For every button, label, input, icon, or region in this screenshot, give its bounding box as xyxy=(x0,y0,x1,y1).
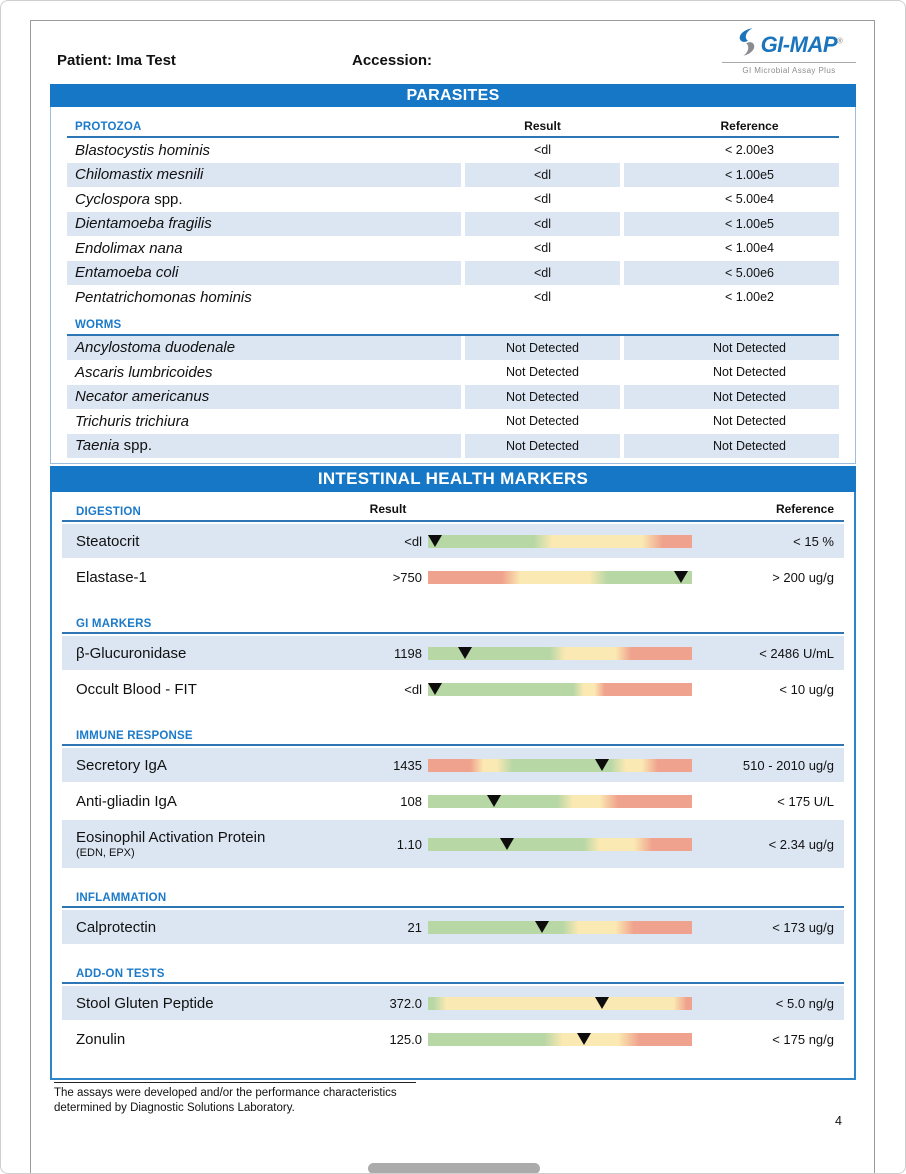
result-marker-icon xyxy=(458,647,472,659)
worms-table xyxy=(67,336,839,459)
marker-section xyxy=(62,614,844,706)
organism-name-suffix: spp. xyxy=(119,437,153,455)
marker-reference-value: < 173 ug/g xyxy=(772,919,834,935)
accession-label: Accession: xyxy=(352,52,433,69)
marker-name-text: Elastase-1 xyxy=(76,568,147,586)
section-label: IMMUNE RESPONSE xyxy=(76,730,193,742)
result-marker-icon xyxy=(428,683,442,695)
intestinal-health-panel xyxy=(50,466,856,1080)
scrollbar-thumb[interactable] xyxy=(368,1163,540,1174)
marker-name-text: β-Glucuronidase xyxy=(76,644,187,662)
marker-name-text: Stool Gluten Peptide xyxy=(76,994,214,1012)
table-row xyxy=(67,163,839,188)
reference-value: Not Detected xyxy=(713,365,786,380)
marker-row xyxy=(62,636,844,670)
organism-name-cell xyxy=(67,409,461,434)
marker-name xyxy=(62,793,362,810)
reference-value: < 1.00e4 xyxy=(724,241,774,256)
organism-name: Ancylostoma duodenale xyxy=(75,339,236,357)
organism-name: Endolimax nana xyxy=(75,239,183,257)
result-value: <dl xyxy=(533,192,552,207)
result-column-header: Result xyxy=(524,119,561,133)
result-value: <dl xyxy=(465,212,620,237)
marker-result-value: <dl xyxy=(404,681,422,697)
result-value: Not Detected xyxy=(465,434,620,459)
result-value: Not Detected xyxy=(506,414,579,429)
marker-result-value: 372.0 xyxy=(389,995,422,1011)
disclaimer-text xyxy=(54,1082,416,1116)
section-header xyxy=(62,726,844,746)
organism-name-cell xyxy=(67,434,461,459)
range-bar-container xyxy=(422,535,698,548)
parasites-panel xyxy=(50,84,856,464)
result-marker-icon xyxy=(595,997,609,1009)
marker-name xyxy=(62,533,362,550)
marker-result-value: 1435 xyxy=(393,757,422,773)
marker-reference-value: > 200 ug/g xyxy=(772,569,834,585)
organism-name: Ascaris lumbricoides xyxy=(75,363,213,381)
organism-name-cell xyxy=(67,187,461,212)
organism-name: Necator americanus xyxy=(75,388,210,406)
marker-reference-value: < 5.0 ng/g xyxy=(775,995,834,1011)
range-bar-container xyxy=(422,647,698,660)
marker-row xyxy=(62,748,844,782)
marker-row xyxy=(62,910,844,944)
protozoa-header-row xyxy=(67,119,839,138)
organism-name-suffix: spp. xyxy=(150,190,183,208)
range-bar-container xyxy=(422,571,698,584)
marker-name xyxy=(62,645,362,662)
marker-reference-value: < 175 ng/g xyxy=(772,1031,834,1047)
marker-name xyxy=(62,1031,362,1048)
table-row xyxy=(67,212,839,237)
protozoa-section-label: PROTOZOA xyxy=(75,121,142,133)
marker-section xyxy=(62,888,844,944)
marker-name xyxy=(62,919,362,936)
table-row xyxy=(67,138,839,163)
range-bar-container xyxy=(422,683,698,696)
section-label: GI MARKERS xyxy=(76,618,152,630)
reference-value: Not Detected xyxy=(624,385,839,410)
table-row xyxy=(67,360,839,385)
result-marker-icon xyxy=(535,921,549,933)
organism-name: Trichuris trichiura xyxy=(75,412,189,430)
marker-result-value: 108 xyxy=(400,793,422,809)
range-bar xyxy=(428,997,692,1010)
organism-name: Entamoeba coli xyxy=(75,264,179,282)
marker-name-text: Secretory IgA xyxy=(76,756,167,774)
reference-value: Not Detected xyxy=(713,414,786,429)
reference-value: < 1.00e5 xyxy=(624,212,839,237)
marker-name-text: Steatocrit xyxy=(76,532,140,550)
organism-name-cell xyxy=(67,212,461,237)
marker-name xyxy=(62,829,362,859)
marker-result-value: <dl xyxy=(404,533,422,549)
disclaimer-line-2: determined by Diagnostic Solutions Laboratory. xyxy=(54,1102,295,1115)
intestinal-sections xyxy=(52,492,854,1056)
range-bar-container xyxy=(422,759,698,772)
marker-name xyxy=(62,995,362,1012)
table-row xyxy=(67,385,839,410)
gimap-logo xyxy=(720,28,858,75)
range-bar-container xyxy=(422,795,698,808)
range-bar-container xyxy=(422,921,698,934)
worms-section-label: WORMS xyxy=(75,318,122,331)
organism-name-cell xyxy=(67,285,461,310)
marker-section xyxy=(62,726,844,868)
organism-name-cell xyxy=(67,163,461,188)
marker-name-text: Zonulin xyxy=(76,1030,126,1048)
result-marker-icon xyxy=(428,535,442,547)
marker-row xyxy=(62,986,844,1020)
organism-name-cell xyxy=(67,236,461,261)
organism-name: Cyclospora xyxy=(75,190,151,208)
range-bar-container xyxy=(422,1033,698,1046)
intestinal-health-banner: INTESTINAL HEALTH MARKERS xyxy=(50,466,856,492)
range-bar xyxy=(428,838,692,851)
section-label: INFLAMMATION xyxy=(76,892,167,904)
result-value: <dl xyxy=(533,241,552,256)
marker-reference-value: < 175 U/L xyxy=(777,793,834,809)
marker-row xyxy=(62,784,844,818)
result-marker-icon xyxy=(487,795,501,807)
section-header xyxy=(62,502,844,522)
section-header xyxy=(62,888,844,908)
result-value: <dl xyxy=(533,290,552,305)
section-header xyxy=(62,964,844,984)
reference-value: < 5.00e6 xyxy=(624,261,839,286)
marker-result-value: >750 xyxy=(392,569,422,585)
range-bar xyxy=(428,535,692,548)
marker-name-text: Eosinophil Activation Protein xyxy=(76,829,266,846)
marker-result-value: 1.10 xyxy=(396,836,422,852)
marker-row xyxy=(62,1022,844,1056)
marker-reference-value: < 2486 U/mL xyxy=(759,645,834,661)
organism-name: Dientamoeba fragilis xyxy=(75,215,212,233)
reference-value: Not Detected xyxy=(624,434,839,459)
range-bar xyxy=(428,795,692,808)
page-number: 4 xyxy=(835,1114,842,1128)
section-header xyxy=(62,614,844,634)
marker-name-text: Calprotectin xyxy=(76,918,157,936)
worms-header-row xyxy=(67,319,839,336)
range-bar xyxy=(428,683,692,696)
range-bar xyxy=(428,571,692,584)
reference-value: < 5.00e4 xyxy=(724,192,774,207)
marker-name xyxy=(62,681,362,698)
table-row xyxy=(67,434,839,459)
reference-value: Not Detected xyxy=(624,336,839,361)
marker-result-value: 125.0 xyxy=(389,1031,422,1047)
section-label: DIGESTION xyxy=(76,506,142,518)
range-bar-container xyxy=(422,997,698,1010)
marker-name-text: Occult Blood - FIT xyxy=(76,680,197,698)
table-row xyxy=(67,261,839,286)
range-bar-container xyxy=(422,838,698,851)
patient-label: Patient: Ima Test xyxy=(57,52,176,69)
organism-name-cell xyxy=(67,261,461,286)
protozoa-table xyxy=(67,138,839,310)
marker-reference-value: < 2.34 ug/g xyxy=(768,836,834,852)
marker-section xyxy=(62,964,844,1056)
organism-name-cell xyxy=(67,138,461,163)
logo-subtitle: GI Microbial Assay Plus xyxy=(742,66,836,75)
marker-result-value: 1198 xyxy=(394,645,422,661)
marker-reference-value: 510 - 2010 ug/g xyxy=(742,757,834,773)
result-value: Not Detected xyxy=(506,365,579,380)
result-value: Not Detected xyxy=(465,385,620,410)
range-bar xyxy=(428,759,692,772)
organism-name: Chilomastix mesnili xyxy=(75,166,204,184)
registered-mark: ® xyxy=(837,36,843,46)
organism-name-cell xyxy=(67,385,461,410)
result-value: <dl xyxy=(465,261,620,286)
marker-name xyxy=(62,569,362,586)
reference-value: < 1.00e2 xyxy=(724,290,774,305)
table-row xyxy=(67,285,839,310)
organism-name-cell xyxy=(67,336,461,361)
parasites-banner: PARASITES xyxy=(50,84,856,107)
range-bar xyxy=(428,647,692,660)
result-value: <dl xyxy=(465,163,620,188)
organism-name-cell xyxy=(67,360,461,385)
organism-name: Blastocystis hominis xyxy=(75,141,211,159)
reference-column-header: Reference xyxy=(720,119,779,133)
reference-value: < 1.00e5 xyxy=(624,163,839,188)
result-value: Not Detected xyxy=(465,336,620,361)
result-marker-icon xyxy=(595,759,609,771)
result-marker-icon xyxy=(500,838,514,850)
logo-divider xyxy=(722,62,856,63)
marker-row xyxy=(62,820,844,868)
range-bar xyxy=(428,921,692,934)
table-row xyxy=(67,336,839,361)
result-column-header: Result xyxy=(369,502,407,516)
result-marker-icon xyxy=(577,1033,591,1045)
reference-column-header: Reference xyxy=(775,502,834,516)
marker-row xyxy=(62,672,844,706)
marker-row xyxy=(62,560,844,594)
marker-reference-value: < 15 % xyxy=(793,533,834,549)
result-marker-icon xyxy=(674,571,688,583)
range-bar xyxy=(428,1033,692,1046)
marker-result-value: 21 xyxy=(407,919,422,935)
marker-section xyxy=(62,502,844,594)
marker-name-subtext: (EDN, EPX) xyxy=(76,847,135,859)
organism-name: Pentatrichomonas hominis xyxy=(75,288,252,306)
disclaimer-line-1: The assays were developed and/or the performance characteristics xyxy=(54,1087,397,1099)
table-row xyxy=(67,236,839,261)
reference-value: < 2.00e3 xyxy=(724,143,774,158)
section-label: ADD-ON TESTS xyxy=(76,968,165,980)
table-row xyxy=(67,187,839,212)
table-row xyxy=(67,409,839,434)
butterfly-logo-icon xyxy=(736,28,758,61)
marker-row xyxy=(62,524,844,558)
marker-name-text: Anti-gliadin IgA xyxy=(76,792,177,810)
organism-name: Taenia xyxy=(75,437,120,455)
marker-reference-value: < 10 ug/g xyxy=(779,681,834,697)
marker-name xyxy=(62,757,362,774)
result-value: <dl xyxy=(533,143,552,158)
logo-title: GI-MAP® xyxy=(760,31,843,57)
